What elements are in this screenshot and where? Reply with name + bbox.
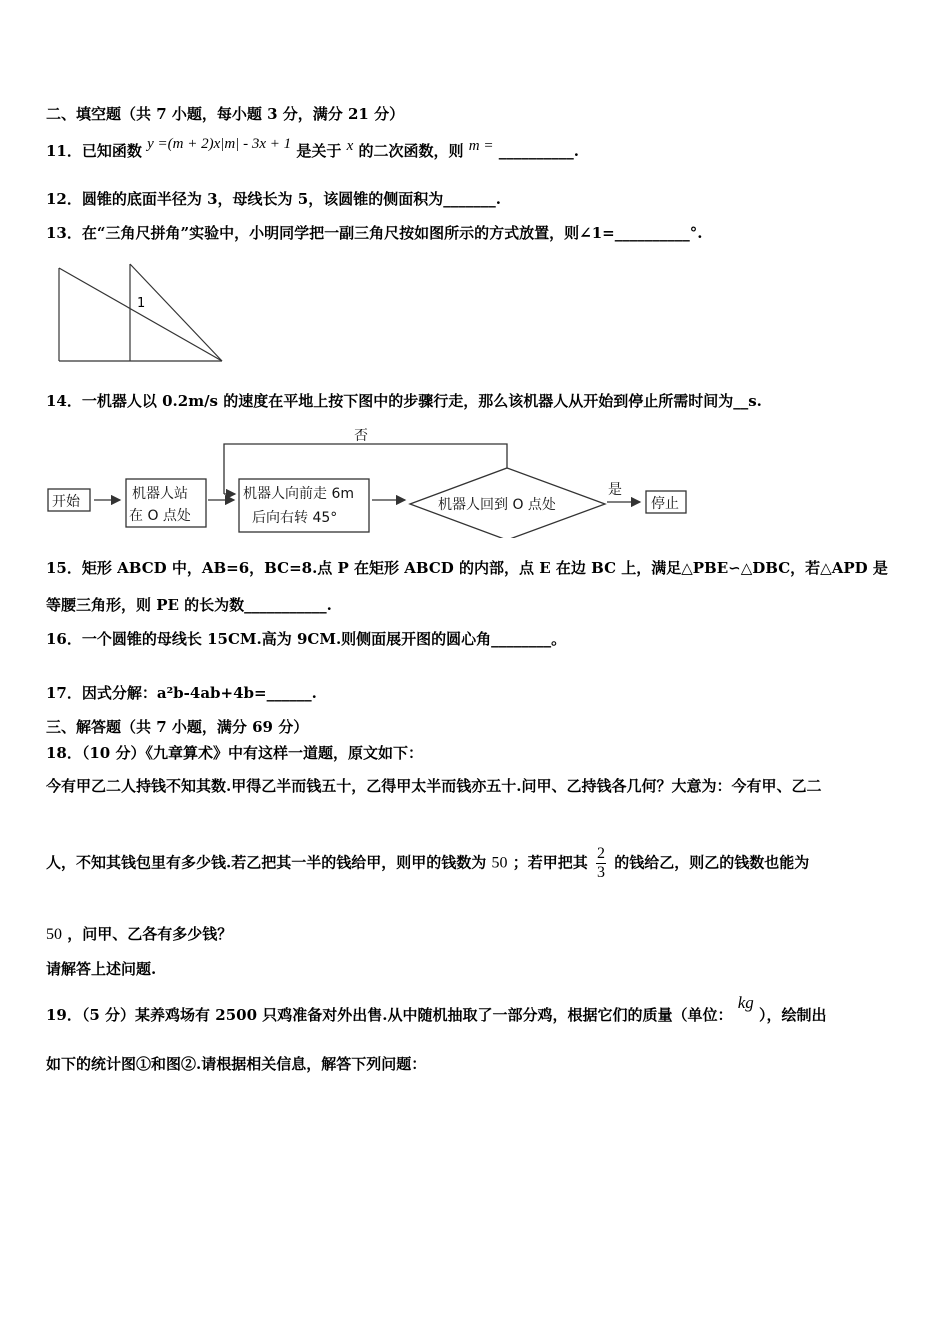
decision-label: 机器人回到 O 点处	[438, 497, 556, 513]
q11-mid: 是关于	[296, 142, 342, 160]
q11-answer-var: m =	[468, 138, 494, 154]
q18-line2-part-a: 人，不知其钱包里有多少钱.若乙把其一半的钱给甲，则甲的钱数为	[46, 853, 487, 872]
question-15-line-1: 15．矩形 ABCD 中，AB=6，BC=8.点 P 在矩形 ABCD 的内部，点 E 在边 BC 上，满足△PBE∽△DBC，若△APD 是	[46, 559, 888, 577]
q11-variable: x	[346, 138, 354, 154]
q11-formula: y =(m + 2)x|m| - 3x + 1	[147, 136, 292, 152]
fraction-numerator: 2	[596, 845, 605, 862]
question-18-line-4: 请解答上述问题.	[46, 960, 157, 978]
two-thirds-fraction	[596, 845, 606, 882]
move-label-line1: 机器人向前走 6m	[243, 486, 354, 502]
q11-blank: __________.	[498, 142, 579, 160]
question-18-line-1: 今有甲乙二人持钱不知其数.甲得乙半而钱五十，乙得甲太半而钱亦五十.问甲、乙持钱各几何？大意为：今有甲、乙二	[46, 777, 822, 795]
question-17: 17．因式分解：a²b-4ab+4b=______.	[46, 684, 317, 702]
question-18-intro: 18．（10 分）《九章算术》中有这样一道题，原文如下：	[46, 744, 423, 762]
move-label-line2: 后向右转 45°	[252, 510, 338, 526]
start-label: 开始	[52, 494, 80, 510]
q18-line3-text: ，问甲、乙各有多少钱？	[67, 925, 233, 943]
set-square-figure	[55, 260, 227, 366]
fraction-denominator: 3	[596, 864, 605, 881]
right-triangle-hypotenuse	[130, 264, 222, 361]
question-19-line-2: 如下的统计图①和图②.请根据相关信息，解答下列问题：	[46, 1055, 427, 1073]
q19-line1-part-b: ），绘制出	[758, 1006, 827, 1024]
question-18-line-2	[46, 845, 809, 882]
question-11	[46, 136, 579, 161]
q11-number: 11．已知函数	[46, 142, 142, 160]
q19-unit-kg: kg	[737, 993, 754, 1012]
question-14: 14．一机器人以 0.2m/s 的速度在平地上按下图中的步骤行走，那么该机器人从开始到停止所需时间为__s.	[46, 392, 762, 410]
angle-1-label: 1	[137, 296, 146, 311]
question-18-line-3	[46, 923, 232, 944]
q18-line2-part-c: 的钱给乙，则乙的钱数也能为	[614, 853, 810, 872]
question-13: 13．在“三角尺拼角”实验中，小明同学把一副三角尺按如图所示的方式放置，则∠1=__________°.	[46, 224, 703, 242]
q11-tail: 的二次函数，则	[358, 142, 464, 160]
stand-label-line1: 机器人站	[132, 486, 188, 502]
stand-label-line2: 在 O 点处	[129, 508, 191, 524]
section-3-heading: 三、解答题（共 7 小题，满分 69 分）	[46, 718, 309, 736]
no-label: 否	[354, 428, 368, 444]
question-12: 12．圆锥的底面半径为 3，母线长为 5，该圆锥的侧面积为_______.	[46, 190, 501, 208]
yes-label: 是	[608, 482, 622, 498]
section-2-heading: 二、填空题（共 7 小题，每小题 3 分，满分 21 分）	[46, 105, 405, 123]
left-triangle-hypotenuse	[59, 268, 222, 361]
question-19-line-1	[46, 993, 827, 1025]
q18-line2-part-b: ；若甲把其	[512, 853, 588, 872]
question-15-line-2: 等腰三角形，则 PE 的长为数___________.	[46, 596, 332, 614]
q18-line3-value-50: 50	[46, 926, 62, 943]
q18-value-50: 50	[491, 854, 508, 872]
question-16: 16．一个圆锥的母线长 15CM.高为 9CM.则侧面展开图的圆心角________。	[46, 630, 567, 648]
stop-label: 停止	[651, 496, 679, 512]
q19-line1-part-a: 19．（5 分）某养鸡场有 2500 只鸡准备对外出售.从中随机抽取了一部分鸡，根据它们的质量（单位：	[46, 1006, 733, 1024]
robot-flowchart	[40, 420, 700, 538]
